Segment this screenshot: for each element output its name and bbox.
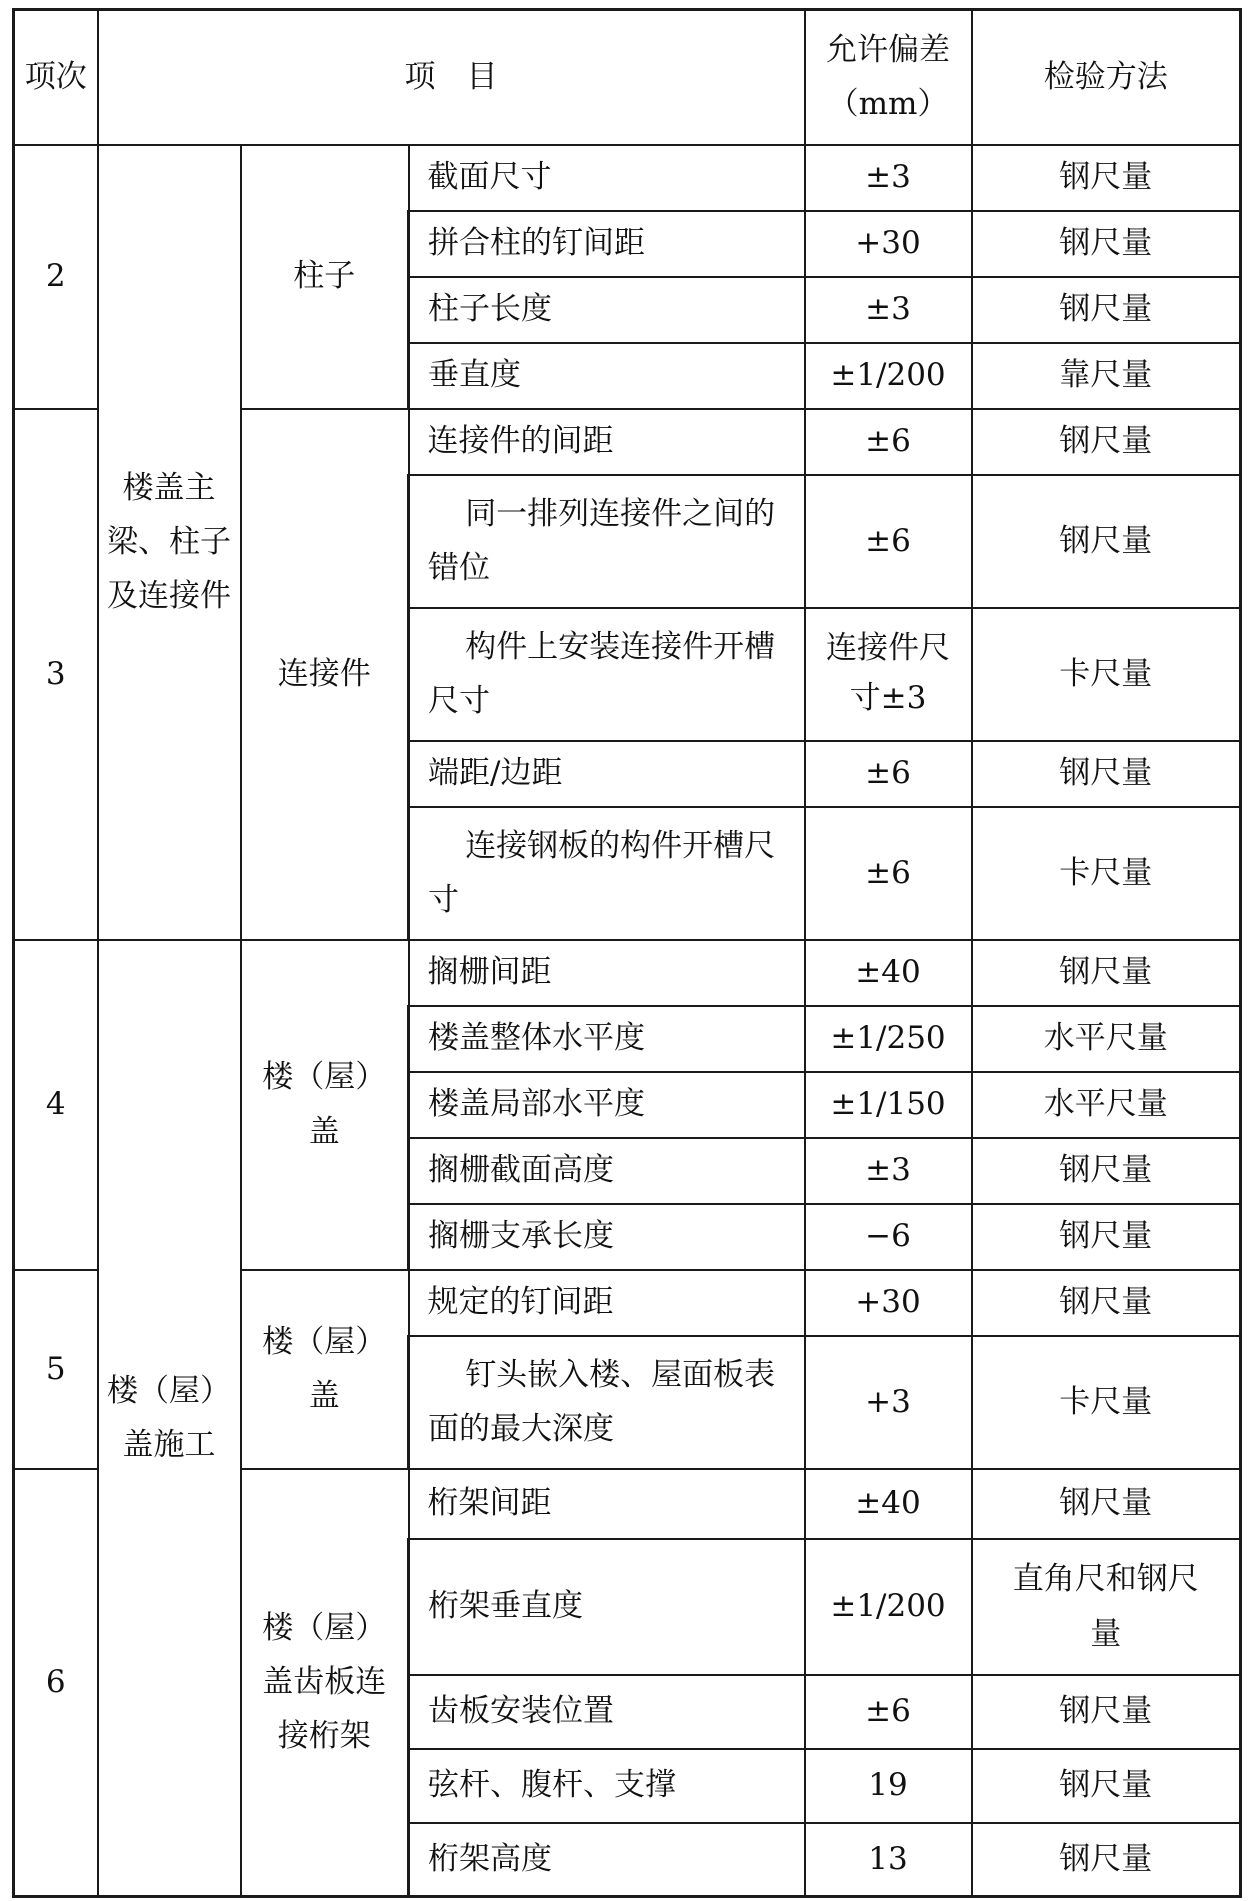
item-cell: 构件上安装连接件开槽尺寸: [409, 608, 805, 741]
header-row: [14, 10, 1241, 145]
section-index: 5: [14, 1270, 98, 1469]
tolerance-cell: ±40: [805, 1469, 972, 1539]
tolerance-cell: ±6: [805, 1675, 972, 1749]
section-name: 楼（屋）盖: [241, 1270, 409, 1469]
tolerance-cell: ±6: [805, 741, 972, 807]
tolerance-cell: ±3: [805, 1138, 972, 1204]
method-cell: 钢尺量: [972, 1469, 1241, 1539]
item-cell: 连接钢板的构件开槽尺寸: [409, 807, 805, 940]
tolerance-cell: ±6: [805, 475, 972, 608]
section-index: 4: [14, 940, 98, 1270]
item-cell: 柱子长度: [409, 277, 805, 343]
item-cell: 连接件的间距: [409, 409, 805, 475]
item-cell: 楼盖局部水平度: [409, 1072, 805, 1138]
method-cell: 钢尺量: [972, 409, 1241, 475]
item-cell: 同一排列连接件之间的错位: [409, 475, 805, 608]
section-name: 连接件: [241, 409, 409, 940]
tolerance-cell: +3: [805, 1336, 972, 1469]
method-cell: 钢尺量: [972, 1675, 1241, 1749]
item-cell: 截面尺寸: [409, 145, 805, 211]
tolerance-table: [12, 8, 1242, 1898]
tolerance-cell: ±1/250: [805, 1006, 972, 1072]
tolerance-cell: +30: [805, 211, 972, 277]
group-label: 楼盖主梁、柱子及连接件: [98, 145, 241, 940]
header-method: 检验方法: [972, 10, 1241, 145]
item-cell: 桁架间距: [409, 1469, 805, 1539]
tolerance-cell: ±40: [805, 940, 972, 1006]
tolerance-cell: 13: [805, 1823, 972, 1897]
tolerance-cell: ±3: [805, 145, 972, 211]
method-cell: 钢尺量: [972, 1749, 1241, 1823]
tolerance-cell: 19: [805, 1749, 972, 1823]
method-cell: 钢尺量: [972, 211, 1241, 277]
item-cell: 搁栅支承长度: [409, 1204, 805, 1270]
method-cell: 钢尺量: [972, 1138, 1241, 1204]
method-cell: 钢尺量: [972, 1270, 1241, 1336]
method-cell: 钢尺量: [972, 475, 1241, 608]
tolerance-cell: ±6: [805, 409, 972, 475]
item-cell: 楼盖整体水平度: [409, 1006, 805, 1072]
method-cell: 钢尺量: [972, 940, 1241, 1006]
method-cell: 靠尺量: [972, 343, 1241, 409]
method-cell: 卡尺量: [972, 608, 1241, 741]
tolerance-cell: ±1/150: [805, 1072, 972, 1138]
section-index: 3: [14, 409, 98, 940]
section-index: 2: [14, 145, 98, 409]
method-cell: 卡尺量: [972, 807, 1241, 940]
method-cell: 水平尺量: [972, 1072, 1241, 1138]
method-cell: 钢尺量: [972, 1204, 1241, 1270]
tolerance-cell: +30: [805, 1270, 972, 1336]
item-cell: 搁栅截面高度: [409, 1138, 805, 1204]
method-cell: 卡尺量: [972, 1336, 1241, 1469]
item-cell: 垂直度: [409, 343, 805, 409]
item-cell: 钉头嵌入楼、屋面板表面的最大深度: [409, 1336, 805, 1469]
header-tolerance-unit: （mm）: [827, 86, 949, 123]
method-cell: 钢尺量: [972, 741, 1241, 807]
section-name: 楼（屋）盖齿板连接桁架: [241, 1469, 409, 1897]
section-name: 楼（屋）盖: [241, 940, 409, 1270]
method-cell: 钢尺量: [972, 145, 1241, 211]
section-index: 6: [14, 1469, 98, 1897]
item-cell: 端距/边距: [409, 741, 805, 807]
section-name: 柱子: [241, 145, 409, 409]
group-label: 楼（屋）盖施工: [98, 940, 241, 1897]
item-cell: 规定的钉间距: [409, 1270, 805, 1336]
header-item: 项 目: [98, 10, 805, 145]
tolerance-cell: ±1/200: [805, 343, 972, 409]
tolerance-cell: 连接件尺寸±3: [805, 608, 972, 741]
method-cell: 钢尺量: [972, 277, 1241, 343]
header-tolerance: [805, 10, 972, 145]
item-cell: 桁架垂直度: [409, 1539, 805, 1675]
method-cell: 直角尺和钢尺量: [972, 1539, 1241, 1675]
method-cell: 钢尺量: [972, 1823, 1241, 1897]
method-cell: 水平尺量: [972, 1006, 1241, 1072]
header-tolerance-label: 允许偏差: [826, 32, 950, 68]
tolerance-cell: −6: [805, 1204, 972, 1270]
tolerance-cell: ±6: [805, 807, 972, 940]
item-cell: 桁架高度: [409, 1823, 805, 1897]
item-cell: 搁栅间距: [409, 940, 805, 1006]
item-cell: 弦杆、腹杆、支撑: [409, 1749, 805, 1823]
item-cell: 齿板安装位置: [409, 1675, 805, 1749]
tolerance-cell: ±1/200: [805, 1539, 972, 1675]
header-index: 项次: [14, 10, 98, 145]
item-cell: 拼合柱的钉间距: [409, 211, 805, 277]
table-row: [14, 145, 1241, 211]
tolerance-cell: ±3: [805, 277, 972, 343]
table-row: [14, 940, 1241, 1006]
